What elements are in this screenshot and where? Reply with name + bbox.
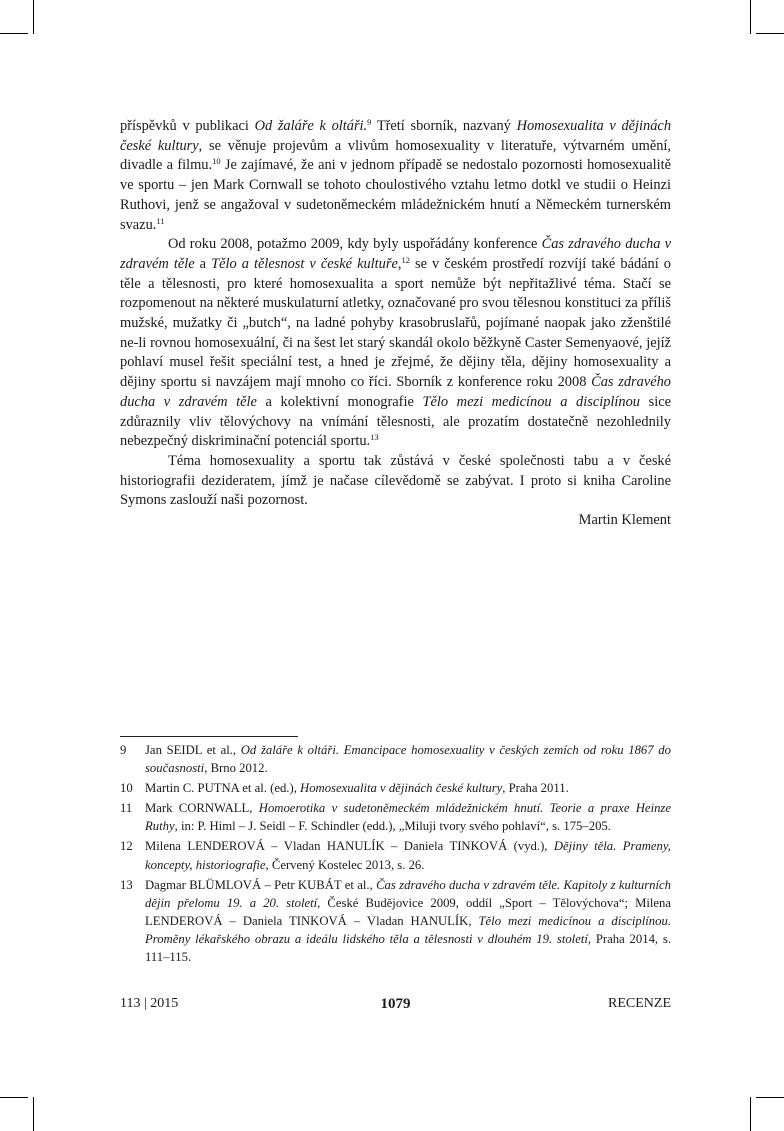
footnote-number: 10 xyxy=(120,781,133,796)
italic-title: Homosexualita v dějinách české kultury xyxy=(120,118,672,154)
crop-mark xyxy=(33,0,34,34)
footnote xyxy=(120,779,671,797)
footnote-text: Jan SEIDL et al., Od žaláře k oltáři. Emancipace homosexuality v českých zemích od roku 1867 do současnosti, Brno 2012. xyxy=(145,743,671,776)
footnote xyxy=(120,876,671,966)
paragraph: Téma homosexuality a sportu tak zůstává v české společnosti tabu a v české historiografii dezideratem, jímž je načase cílevědomě se zabývat. I proto si kniha Caroline Symons zaslouží naši pozornost. xyxy=(120,452,671,509)
footnote-number: 9 xyxy=(120,743,127,757)
italic-title: Čas zdravého ducha v zdravém těle. Kapitoly z kulturních dějin přelomu 19. a 20. století xyxy=(145,877,672,910)
footnote-reference: 9 xyxy=(367,117,372,127)
italic-title: Tělo a tělesnost v české kultuře xyxy=(211,255,398,272)
footnote xyxy=(120,799,671,835)
footnote-text: Dagmar BLÜMLOVÁ – Petr KUBÁT et al., Čas zdravého ducha v zdravém těle. Kapitoly z kulturních dějin přelomu 19. a 20. století, České Budějovice 2009, oddíl „Sport – Tělovýchova“; Milena LENDEROVÁ – Daniela TINKOVÁ – Vladan HANULÍK, Tělo mezi medicínou a disciplínou. Proměny lékařského obrazu a ideálu lidského těla a tělesnosti v dlouhém 19. století, Praha 2014, s. 111–115. xyxy=(145,877,672,965)
page-number: 1079 xyxy=(380,996,411,1012)
italic-title: Tělo mezi medicínou a disciplínou xyxy=(422,393,641,410)
italic-title: Od žaláře k oltáři. Emancipace homosexuality v českých zemích od roku 1867 do současnosti xyxy=(145,743,671,776)
italic-title: Od žaláře k oltáři. xyxy=(254,118,368,134)
footnote xyxy=(120,837,671,873)
crop-mark xyxy=(0,1097,28,1098)
footnotes xyxy=(120,741,671,968)
author-signature: Martin Klement xyxy=(578,512,671,529)
footnote-text: Milena LENDEROVÁ – Vladan HANULÍK – Daniela TINKOVÁ (vyd.), Dějiny těla. Prameny, koncepty, historiografie, Červený Kostelec 2013, s. 26. xyxy=(145,839,671,872)
italic-title: Homosexualita v dějinách české kultury xyxy=(300,781,503,796)
footnote xyxy=(120,741,671,777)
crop-mark xyxy=(33,1097,34,1131)
italic-title: Dějiny těla. Prameny, koncepty, historiografie xyxy=(145,839,671,872)
footnote-reference: 11 xyxy=(156,215,165,226)
crop-mark xyxy=(750,0,751,34)
crop-mark xyxy=(756,33,784,34)
footnote-reference: 10 xyxy=(212,156,221,167)
main-text xyxy=(120,117,671,531)
paragraph: Od roku 2008, potažmo 2009, kdy byly uspořádány konference Čas zdravého ducha v zdravém těle a Tělo a tělesnost v české kultuře,$^{12}$ se v českém prostředí rozvíjí také bádání o těle a tělesnosti, pro které homosexualita a sport nemůže být nepřitažlivé téma. Stačí se rozpomenout na některé muskulaturní atletky, označované pro svou tělesnou konstituci za příliš mužské, mužatky či „butch“, na ladné pohyby krasobruslařů, pojímané naopak jako zženštilé ne-li rovnou homosexuální, či na šest let starý skandál okolo běžkyně Caster Semenyaové, jejíž pohlaví musel řešit speciální test, a hned je zřejmé, že dějiny těla, dějiny homosexuality a dějiny sportu si navzájem mají mnoho co říci. Sborník z konference roku 2008 Čas zdravého ducha v zdravém těle a kolektivní monografie Tělo mezi medicínou a disciplínou sice zdůraznily vliv tělovýchovy na vnímání tělesnosti, ale prozatím dostatečně nezohlednily nebezpečný diskriminační potenciál sportu.$^{13}$ xyxy=(120,236,672,450)
italic-title: Čas zdravého ducha v zdravém těle xyxy=(120,236,671,272)
footnote-separator xyxy=(120,736,298,737)
crop-mark xyxy=(750,1097,751,1131)
italic-title: Homoerotika v sudetoněmeckém mládežnickém hnutí. Teorie a praxe Heinze Ruthy xyxy=(145,801,672,834)
crop-mark xyxy=(756,1097,784,1098)
footnote-reference: 12 xyxy=(401,254,410,265)
crop-mark xyxy=(0,33,28,34)
paragraph: příspěvků v publikaci Od žaláře k oltáři.$^9$ Třetí sborník, nazvaný Homosexualita v dějinách české kultury, se věnuje projevům a vlivům homosexuality v literatuře, výtvarném umění, divadle a filmu.$^{10}$ Je zajímavé, že ani v jednom případě se nedostalo pozornosti homosexualitě ve sportu – jen Mark Cornwall se tohoto choulostivého vztahu letmo dotkl ve studii o Heinzi Ruthovi, jenž se angažoval v sudetoněmeckém mládežnickém hnutí a Německém turnerském svazu.$^{11}$ xyxy=(120,117,672,233)
footnote-number: 12 xyxy=(120,839,133,854)
footnote-number: 11 xyxy=(120,801,133,816)
italic-title: Tělo mezi medicínou a disciplínou. Proměny lékařského obrazu a ideálu lidského těla a tělesnosti v dlouhém 19. století xyxy=(145,913,671,946)
footnote-text: Martin C. PUTNA et al. (ed.), Homosexualita v dějinách české kultury, Praha 2011. xyxy=(145,781,569,796)
italic-title: Čas zdravého ducha v zdravém těle xyxy=(120,374,672,410)
footnote-number: 13 xyxy=(120,877,133,892)
journal-issue: 113 | 2015 xyxy=(120,996,179,1011)
footnote-text: Mark CORNWALL, Homoerotika v sudetoněmeckém mládežnickém hnutí. Teorie a praxe Heinze Ruthy, in: P. Himl – J. Seidl – F. Schindler (edd.), „Miluji tvory svého pohlaví“, s. 175–205. xyxy=(145,801,672,834)
section-label: RECENZE xyxy=(608,996,671,1011)
footnote-reference: 13 xyxy=(370,432,379,443)
page-footer xyxy=(120,996,671,1018)
